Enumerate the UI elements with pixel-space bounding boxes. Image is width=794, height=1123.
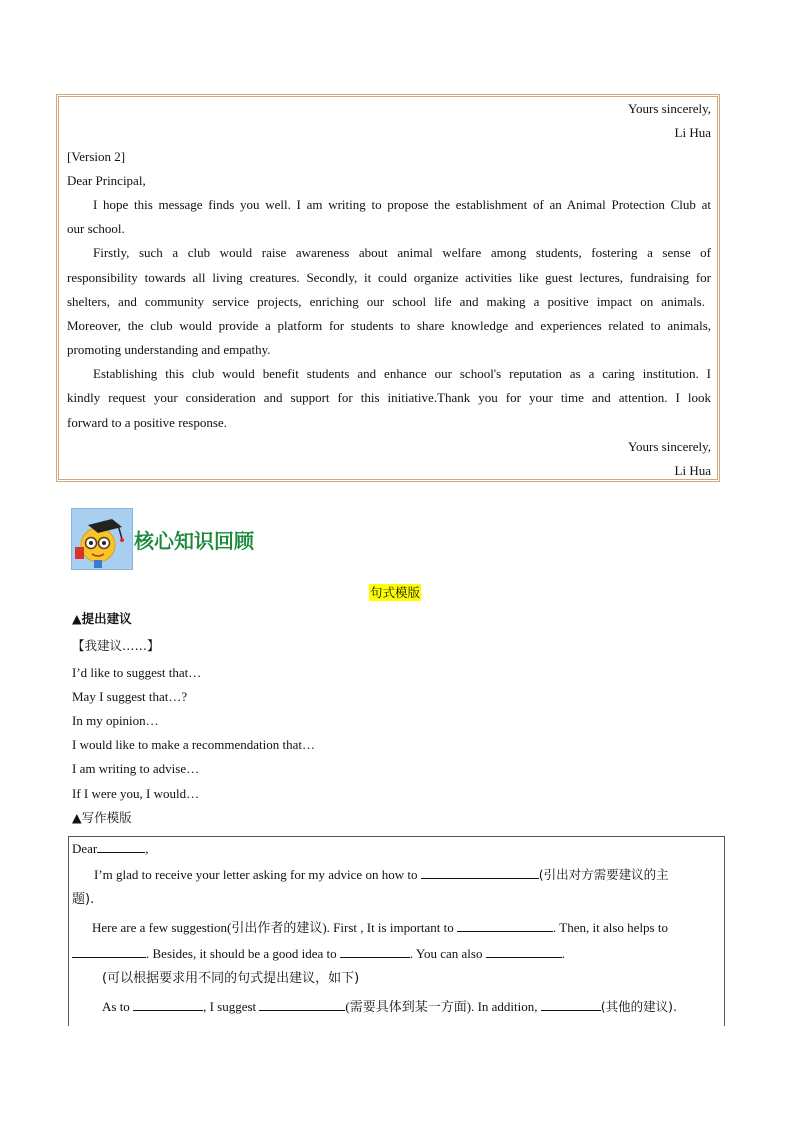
p3-line-1: Establishing this club would benefit students and enhance our school's reputation as a caring institution. I [93, 366, 711, 381]
tpl-line-4: (可以根据要求用不同的句式提出建议，如下) [102, 971, 360, 986]
p2-line-5: promoting understanding and empathy. [67, 342, 271, 357]
mascot-logo [71, 508, 133, 570]
p3-line-3: forward to a positive response. [67, 415, 227, 430]
tpl-l1-c: 题). [72, 892, 95, 907]
blank-field [486, 945, 562, 958]
blank-field [340, 945, 410, 958]
tpl-l5-d: (其他的建议). [600, 999, 677, 1014]
blank-field [97, 840, 145, 853]
tpl-l2-b: . Then, it also helps to [553, 920, 668, 935]
tpl-l3-b: . Besides, it should be a good idea to [146, 946, 340, 961]
tpl-salutation-line [72, 840, 721, 857]
blank-field [259, 998, 345, 1011]
tpl-l5-c: (需要具体到某一方面). In addition, [345, 999, 541, 1014]
tpl-l3-d: . [561, 946, 565, 961]
tpl-l5-b: , I suggest [203, 999, 260, 1014]
tpl-l2-a: Here are a few suggestion(引出作者的建议). First , It is important to [92, 920, 458, 935]
blank-field [457, 919, 553, 932]
heading-suggestions: ▲提出建议 [72, 611, 132, 626]
writing-template-box [68, 836, 725, 1026]
bottom-name: Li Hua [674, 463, 711, 478]
tpl-l3-c: . You can also [409, 946, 486, 961]
subheading-suggest: 【我建议……】 [72, 638, 160, 653]
section-tag: 句式模版 [370, 585, 421, 600]
letter-salutation: Dear Principal, [67, 173, 146, 188]
tpl-salutation-end: , [145, 841, 149, 856]
sample-letter-box [56, 94, 720, 482]
bottom-signoff: Yours sincerely, [627, 439, 711, 454]
p1-line-2: our school. [67, 221, 125, 236]
top-name: Li Hua [674, 125, 711, 140]
sentence-item: If I were you, I would… [72, 786, 200, 801]
p2-line-1: Firstly, such a club would raise awareness about animal welfare among students, fostering a sense of [93, 245, 711, 260]
p1-line-1: I hope this message finds you well. I am writing to propose the establishment of an Animal Protection Club at [93, 197, 711, 212]
tpl-l5-a: As to [102, 999, 134, 1014]
banner-title: 核心知识回顾 [134, 529, 254, 553]
sentence-item: I would like to make a recommendation that… [72, 737, 315, 752]
tpl-line-3 [72, 945, 721, 962]
sentence-item: May I suggest that…? [72, 689, 188, 704]
blank-field [421, 866, 539, 879]
top-signoff: Yours sincerely, [627, 101, 711, 116]
sentence-item: In my opinion… [72, 713, 159, 728]
tpl-salutation: Dear [72, 841, 98, 856]
p2-line-2: responsibility towards all living creatures. Secondly, it could organize activities like guest lectures, fundraising for [67, 270, 711, 285]
tpl-line-5 [72, 998, 721, 1015]
p3-line-2: kindly request your consideration and support for this initiative.Thank you for your time and attention. I look [67, 390, 711, 405]
p2-line-3: shelters, and community service projects, enriching our school life and making a positive impact on animals. [67, 294, 705, 309]
tpl-line-1 [72, 866, 721, 883]
tpl-l1-b: (引出对方需要建议的主 [538, 867, 669, 882]
heading-writing-template: ▲写作模版 [72, 810, 132, 825]
blank-field [72, 945, 146, 958]
blank-field [541, 998, 601, 1011]
tpl-line-2 [72, 919, 721, 936]
sentence-item: I’d like to suggest that… [72, 665, 202, 680]
sentence-item: I am writing to advise… [72, 761, 200, 776]
tpl-l1-a: I’m glad to receive your letter asking for my advice on how to [94, 867, 421, 882]
mascot-icon [72, 509, 132, 569]
blank-field [133, 998, 203, 1011]
p2-line-4: Moreover, the club would provide a platform for students to share knowledge and experiences related to animals, [67, 318, 711, 333]
version-label: [Version 2] [67, 149, 126, 164]
